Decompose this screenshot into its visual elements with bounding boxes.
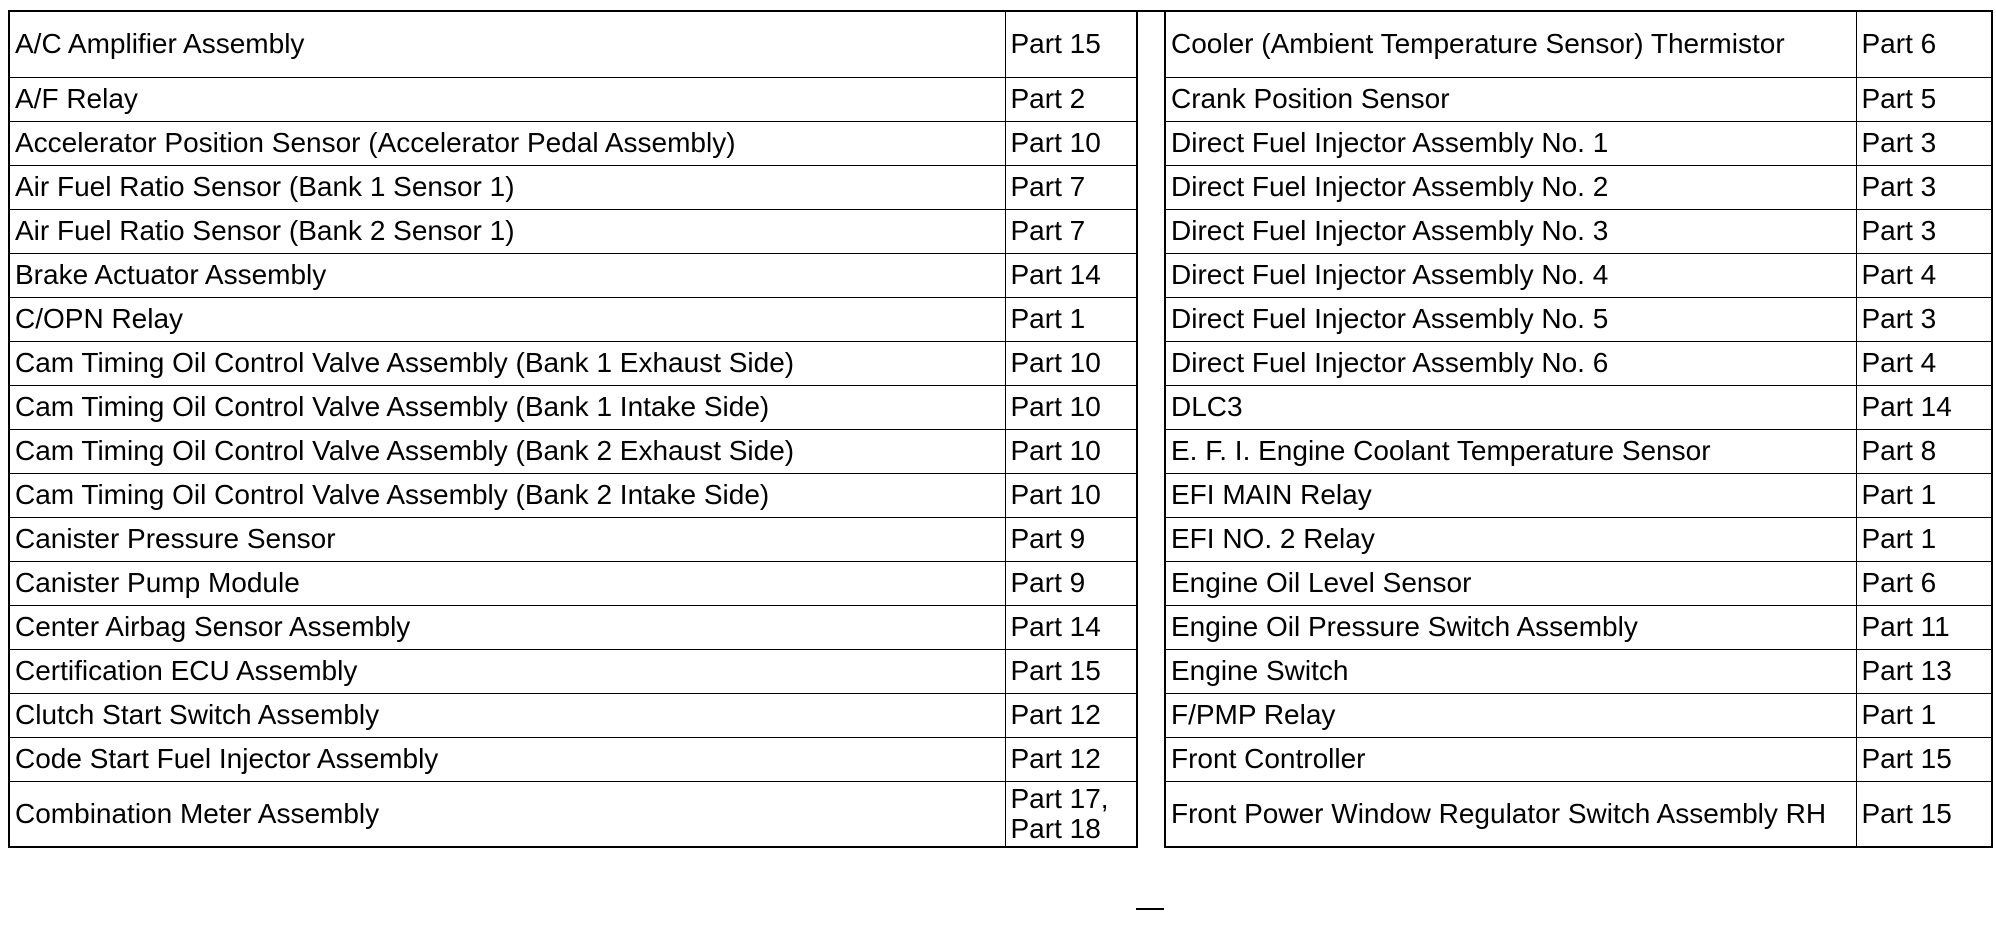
part-reference-cell: Part 7: [1005, 209, 1137, 253]
part-reference-cell: Part 7: [1005, 165, 1137, 209]
component-name-cell: Combination Meter Assembly: [9, 781, 1005, 847]
part-reference-cell: Part 15: [1005, 11, 1137, 77]
component-name-cell: Certification ECU Assembly: [9, 649, 1005, 693]
part-reference-cell: Part 6: [1856, 11, 1992, 77]
component-name-cell: Accelerator Position Sensor (Accelerator Pedal Assembly): [9, 121, 1005, 165]
part-reference-cell: Part 1: [1005, 297, 1137, 341]
table-row: [9, 11, 1137, 77]
table-row: [1165, 121, 1992, 165]
part-reference-cell: Part 3: [1856, 165, 1992, 209]
component-name-cell: E. F. I. Engine Coolant Temperature Sensor: [1165, 429, 1856, 473]
table-row: [1165, 297, 1992, 341]
part-reference-cell: Part 3: [1856, 121, 1992, 165]
table-row: [1165, 341, 1992, 385]
table-row: [9, 561, 1137, 605]
component-name-cell: Canister Pump Module: [9, 561, 1005, 605]
component-name-cell: Air Fuel Ratio Sensor (Bank 2 Sensor 1): [9, 209, 1005, 253]
table-row: [9, 209, 1137, 253]
component-name-cell: Crank Position Sensor: [1165, 77, 1856, 121]
component-name-cell: A/C Amplifier Assembly: [9, 11, 1005, 77]
table-row: [9, 121, 1137, 165]
component-name-cell: Direct Fuel Injector Assembly No. 5: [1165, 297, 1856, 341]
component-name-cell: Cam Timing Oil Control Valve Assembly (Bank 2 Intake Side): [9, 473, 1005, 517]
component-name-cell: EFI NO. 2 Relay: [1165, 517, 1856, 561]
component-name-cell: F/PMP Relay: [1165, 693, 1856, 737]
table-row: [9, 693, 1137, 737]
table-row: [9, 385, 1137, 429]
component-name-cell: Direct Fuel Injector Assembly No. 4: [1165, 253, 1856, 297]
part-reference-cell: Part 10: [1005, 429, 1137, 473]
part-reference-cell: Part 1: [1856, 693, 1992, 737]
table-row: [9, 605, 1137, 649]
part-reference-cell: Part 3: [1856, 297, 1992, 341]
component-name-cell: C/OPN Relay: [9, 297, 1005, 341]
table-row: [9, 77, 1137, 121]
part-reference-cell: Part 3: [1856, 209, 1992, 253]
part-reference-cell: Part 6: [1856, 561, 1992, 605]
table-row: [1165, 385, 1992, 429]
table-row: [1165, 209, 1992, 253]
table-row: [1165, 165, 1992, 209]
table-row: [1165, 561, 1992, 605]
part-reference-cell: Part 4: [1856, 253, 1992, 297]
component-name-cell: Cam Timing Oil Control Valve Assembly (Bank 2 Exhaust Side): [9, 429, 1005, 473]
component-table-right: [1164, 10, 1993, 848]
table-row: [9, 517, 1137, 561]
table-row: [1165, 77, 1992, 121]
component-name-cell: Direct Fuel Injector Assembly No. 2: [1165, 165, 1856, 209]
table-row: [1165, 737, 1992, 781]
table-row: [1165, 517, 1992, 561]
table-row: [1165, 429, 1992, 473]
table-row: [9, 297, 1137, 341]
component-name-cell: Direct Fuel Injector Assembly No. 6: [1165, 341, 1856, 385]
part-reference-cell: Part 14: [1005, 253, 1137, 297]
table-row: [1165, 473, 1992, 517]
component-name-cell: Cam Timing Oil Control Valve Assembly (Bank 1 Intake Side): [9, 385, 1005, 429]
component-name-cell: Front Power Window Regulator Switch Assembly RH: [1165, 781, 1856, 847]
table-row: [1165, 781, 1992, 847]
table-row: [1165, 253, 1992, 297]
table-row: [9, 781, 1137, 847]
part-reference-cell: Part 15: [1856, 737, 1992, 781]
component-name-cell: Air Fuel Ratio Sensor (Bank 1 Sensor 1): [9, 165, 1005, 209]
component-name-cell: Code Start Fuel Injector Assembly: [9, 737, 1005, 781]
component-name-cell: Direct Fuel Injector Assembly No. 1: [1165, 121, 1856, 165]
table-row: [1165, 693, 1992, 737]
component-name-cell: Center Airbag Sensor Assembly: [9, 605, 1005, 649]
part-reference-cell: Part 1: [1856, 517, 1992, 561]
component-name-cell: Engine Switch: [1165, 649, 1856, 693]
part-reference-cell: Part 10: [1005, 473, 1137, 517]
component-name-cell: Cooler (Ambient Temperature Sensor) Thermistor: [1165, 11, 1856, 77]
component-name-cell: Canister Pressure Sensor: [9, 517, 1005, 561]
part-reference-cell: Part 8: [1856, 429, 1992, 473]
part-reference-cell: Part 12: [1005, 693, 1137, 737]
part-reference-cell: Part 10: [1005, 385, 1137, 429]
part-reference-cell: Part 14: [1856, 385, 1992, 429]
component-name-cell: A/F Relay: [9, 77, 1005, 121]
part-reference-cell: Part 15: [1856, 781, 1992, 847]
part-reference-cell: Part 17, Part 18: [1005, 781, 1137, 847]
component-name-cell: Direct Fuel Injector Assembly No. 3: [1165, 209, 1856, 253]
component-name-cell: EFI MAIN Relay: [1165, 473, 1856, 517]
part-reference-cell: Part 2: [1005, 77, 1137, 121]
table-row: [9, 473, 1137, 517]
table-row: [9, 341, 1137, 385]
component-name-cell: Engine Oil Pressure Switch Assembly: [1165, 605, 1856, 649]
component-table-left: [8, 10, 1138, 848]
component-name-cell: Front Controller: [1165, 737, 1856, 781]
part-reference-cell: Part 10: [1005, 121, 1137, 165]
part-reference-cell: Part 9: [1005, 561, 1137, 605]
part-reference-cell: Part 1: [1856, 473, 1992, 517]
table-row: [9, 737, 1137, 781]
part-reference-cell: Part 4: [1856, 341, 1992, 385]
table-row: [9, 649, 1137, 693]
part-reference-cell: Part 11: [1856, 605, 1992, 649]
component-name-cell: Clutch Start Switch Assembly: [9, 693, 1005, 737]
column-gap: [1136, 10, 1164, 910]
table-row: [9, 253, 1137, 297]
part-reference-cell: Part 14: [1005, 605, 1137, 649]
component-name-cell: DLC3: [1165, 385, 1856, 429]
table-row: [1165, 11, 1992, 77]
table-row: [9, 429, 1137, 473]
table-row: [9, 165, 1137, 209]
table-row: [1165, 649, 1992, 693]
component-name-cell: Cam Timing Oil Control Valve Assembly (Bank 1 Exhaust Side): [9, 341, 1005, 385]
component-name-cell: Engine Oil Level Sensor: [1165, 561, 1856, 605]
part-reference-cell: Part 9: [1005, 517, 1137, 561]
part-reference-cell: Part 12: [1005, 737, 1137, 781]
part-reference-cell: Part 13: [1856, 649, 1992, 693]
component-name-cell: Brake Actuator Assembly: [9, 253, 1005, 297]
part-reference-cell: Part 10: [1005, 341, 1137, 385]
table-row: [1165, 605, 1992, 649]
part-reference-cell: Part 15: [1005, 649, 1137, 693]
part-reference-cell: Part 5: [1856, 77, 1992, 121]
